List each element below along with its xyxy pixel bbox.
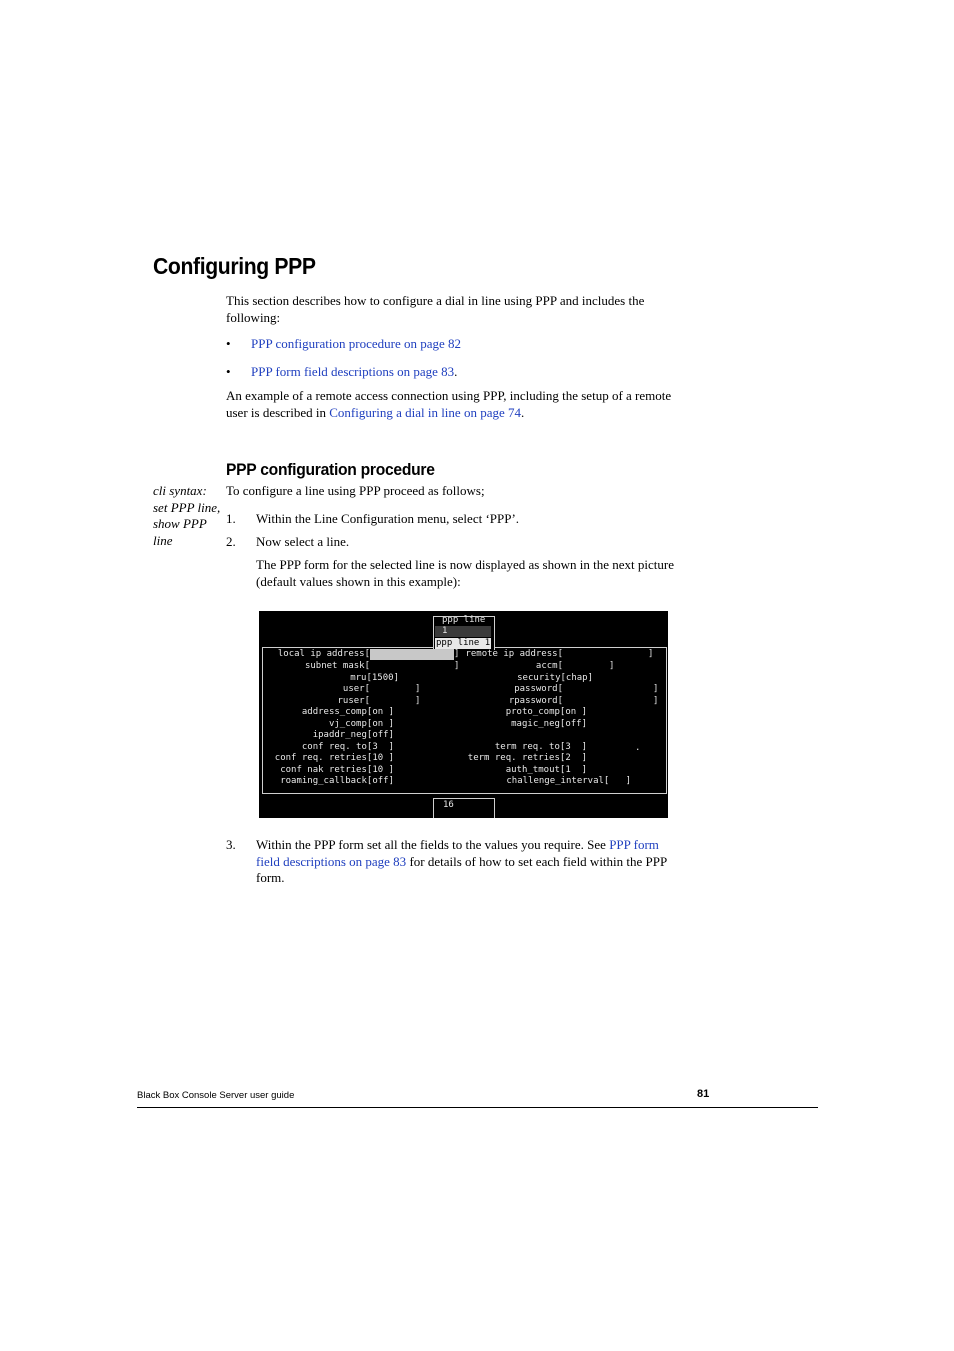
- bullet-item-1: [226, 336, 706, 353]
- field-mru[interactable]: mru[1500]: [350, 673, 399, 683]
- link-configuring-dial-in-line[interactable]: Configuring a dial in line on page 74: [329, 404, 521, 420]
- margin-note-line: set PPP line,: [153, 499, 221, 515]
- field-ruser[interactable]: ruser[: [337, 696, 370, 706]
- field-password[interactable]: password[: [514, 684, 563, 694]
- link-ppp-form-part-1[interactable]: PPP form: [609, 837, 659, 852]
- step-number: 1.: [226, 511, 236, 526]
- intro-paragraph: [226, 293, 706, 326]
- margin-note-line: line: [153, 532, 173, 548]
- field-local-ip-address[interactable]: local ip address[: [277, 649, 370, 659]
- margin-note-line: show PPP: [153, 516, 207, 531]
- popup-item-selected[interactable]: ppp line 1: [436, 638, 491, 648]
- field-term-req-to[interactable]: term req. to[3 ]: [494, 742, 587, 752]
- bracket-close: ]: [454, 649, 460, 659]
- step-text: Now select a line.: [256, 534, 350, 549]
- link-ppp-form-field-descriptions[interactable]: PPP form field descriptions on page 83: [251, 364, 455, 379]
- field-user[interactable]: user[: [342, 684, 370, 694]
- field-ipaddr-neg[interactable]: ipaddr_neg[off]: [312, 730, 394, 740]
- field-term-req-retries[interactable]: term req. retries[2 ]: [467, 753, 587, 763]
- example-line-1: An example of a remote access connection using PPP, including the setup of a remote: [226, 388, 672, 403]
- field-conf-req-retries[interactable]: conf req. retries[10 ]: [274, 753, 394, 763]
- ppp-form-terminal-screenshot: [259, 611, 668, 818]
- step-3: [226, 837, 706, 889]
- example-paragraph: [226, 388, 716, 421]
- field-security[interactable]: security[chap]: [517, 673, 593, 683]
- step-3-line-1: Within the PPP form set all the fields to the values you require. See: [256, 837, 610, 852]
- bullet-item-2: [226, 364, 706, 381]
- procedure-intro: To configure a line using PPP proceed as follows;: [226, 483, 485, 498]
- stray-dot: .: [635, 743, 641, 753]
- bracket-close: ]: [454, 661, 460, 671]
- bracket-close: ]: [653, 684, 659, 694]
- step-3-line-2: for details of how to set each field within the PPP: [406, 853, 668, 869]
- intro-line-1: This section describes how to configure a dial in line using PPP and includes the: [226, 293, 645, 308]
- bullet-suffix: .: [454, 364, 458, 379]
- field-roaming-callback[interactable]: roaming_callback[off]: [280, 776, 394, 786]
- margin-note-cli-syntax: [153, 483, 227, 549]
- field-subnet-mask[interactable]: subnet mask[: [304, 661, 370, 671]
- bullet-marker: •: [226, 364, 231, 379]
- footer-title: Black Box Console Server user guide: [137, 1090, 295, 1101]
- example-line-2-end: .: [520, 404, 525, 420]
- step-2-note: [256, 557, 716, 590]
- field-remote-ip-address[interactable]: remote ip address[: [465, 649, 563, 659]
- field-vj-comp[interactable]: vj_comp[on ]: [328, 719, 394, 729]
- section-heading: PPP configuration procedure: [226, 460, 435, 479]
- field-proto-comp[interactable]: proto_comp[on ]: [505, 707, 587, 717]
- step-number: 2.: [226, 534, 236, 549]
- step-2: [226, 534, 706, 551]
- field-magic-neg[interactable]: magic_neg[off]: [511, 719, 587, 729]
- step-number: 3.: [226, 837, 236, 852]
- page-number: 81: [697, 1088, 710, 1100]
- popup-title: ppp line: [442, 615, 486, 625]
- bracket-close: ]: [653, 696, 659, 706]
- bracket-close: ]: [648, 649, 654, 659]
- footer-rule: [137, 1107, 818, 1108]
- step-text: Within the Line Configuration menu, select ‘PPP’.: [256, 511, 520, 526]
- step-2-note-line-1: The PPP form for the selected line is now displayed as shown in the next picture: [256, 557, 674, 572]
- field-auth-tmout[interactable]: auth_tmout[1 ]: [505, 765, 587, 775]
- link-ppp-form-part-2[interactable]: field descriptions on page 83: [256, 853, 407, 869]
- step-1: [226, 511, 706, 528]
- bullet-marker: •: [226, 336, 231, 351]
- example-line-2-text: user is described in: [226, 404, 330, 420]
- link-ppp-configuration-procedure[interactable]: PPP configuration procedure on page 82: [251, 336, 461, 351]
- field-accm[interactable]: accm[: [535, 661, 563, 671]
- status-value: 16: [443, 800, 454, 810]
- intro-line-2: following:: [226, 309, 281, 325]
- field-challenge-interval[interactable]: challenge_interval[ ]: [506, 776, 631, 786]
- field-address-comp[interactable]: address_comp[on ]: [301, 707, 394, 717]
- field-conf-nak-retries[interactable]: conf nak retries[10 ]: [280, 765, 394, 775]
- popup-item-1[interactable]: 1: [442, 626, 448, 636]
- step-3-line-3: form.: [256, 870, 285, 885]
- bracket-close: ]: [609, 661, 615, 671]
- margin-note-line: cli syntax:: [153, 483, 207, 498]
- field-rpassword[interactable]: rpassword[: [508, 696, 563, 706]
- step-2-note-line-2: (default values shown in this example):: [256, 573, 461, 589]
- page-title: Configuring PPP: [153, 253, 316, 279]
- bracket-close: ]: [415, 696, 421, 706]
- field-conf-req-to[interactable]: conf req. to[3 ]: [301, 742, 394, 752]
- bracket-close: ]: [415, 684, 421, 694]
